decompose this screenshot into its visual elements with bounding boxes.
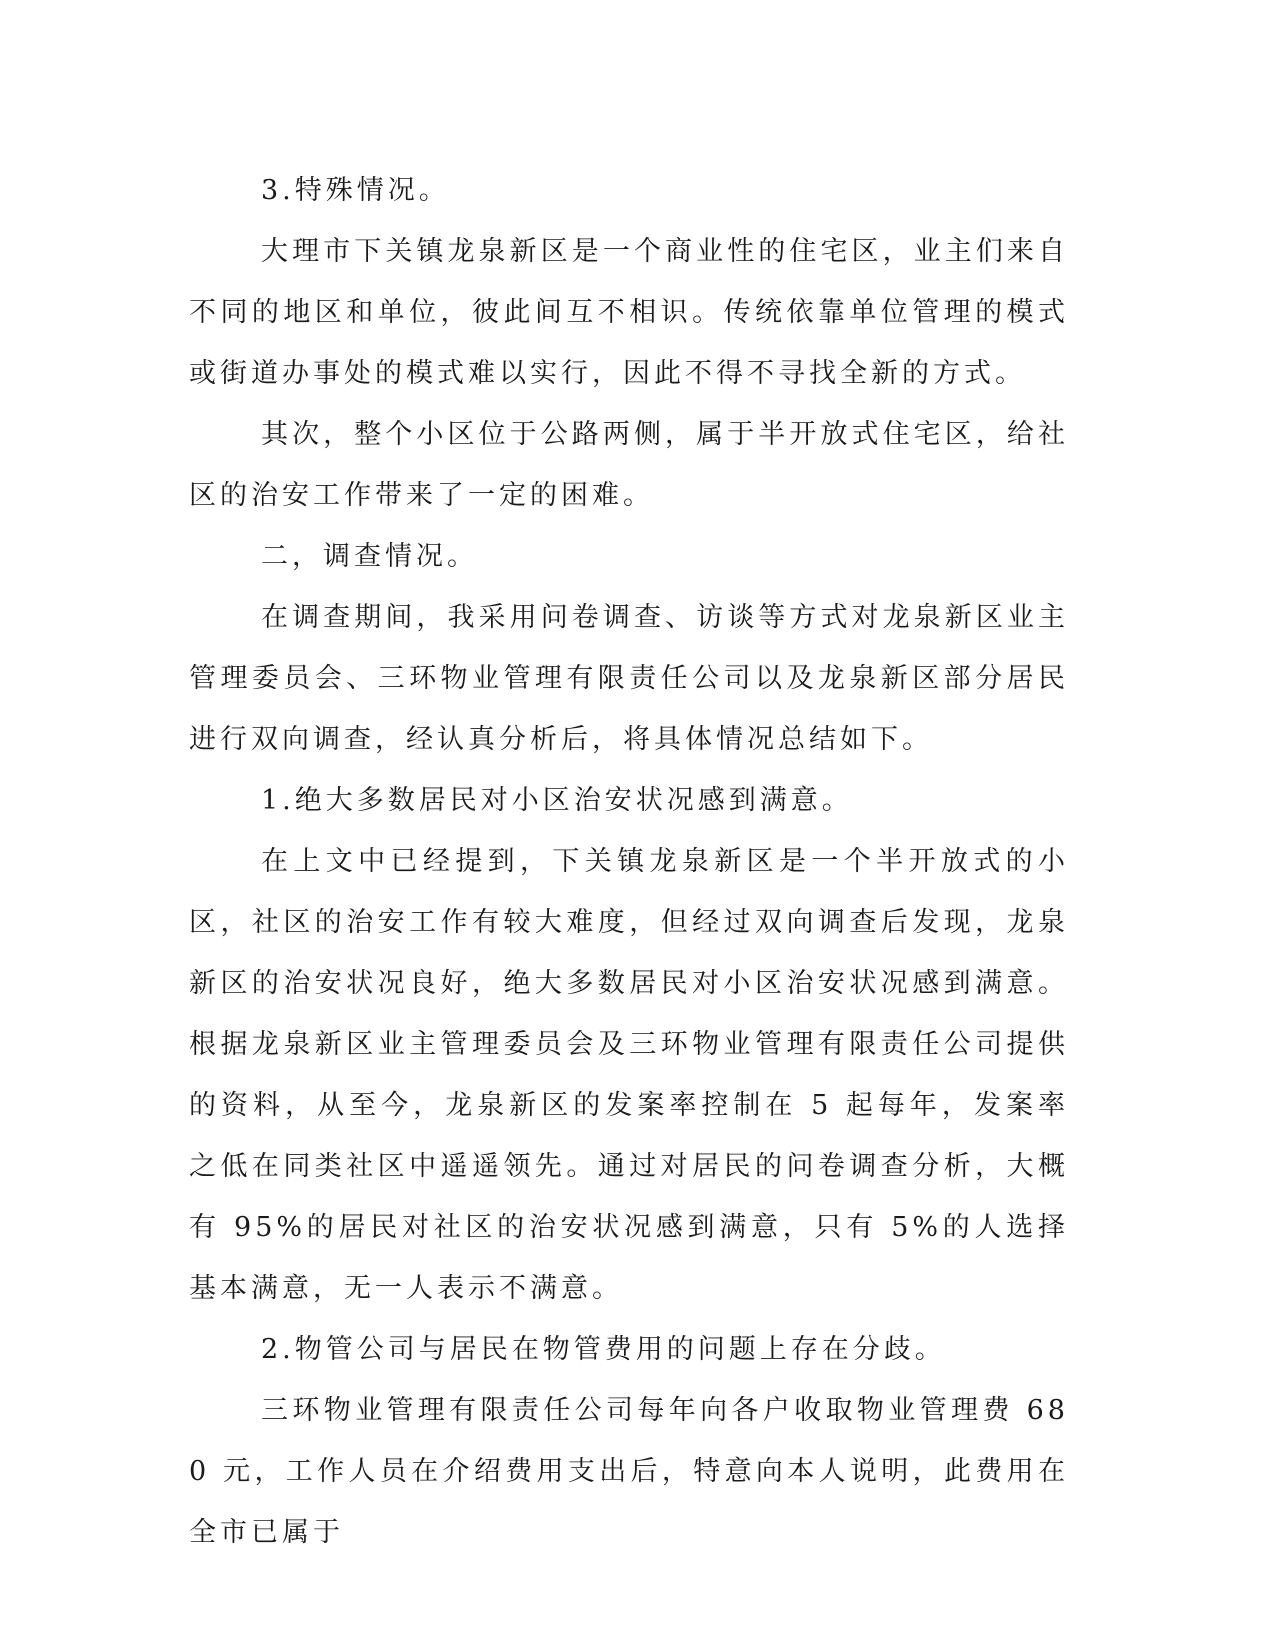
section-heading-survey: 二，调查情况。 (261, 541, 478, 572)
document-body (189, 160, 1069, 1563)
paragraph-survey-method: 在调查期间，我采用问卷调查、访谈等方式对龙泉新区业主管理委员会、三环物业管理有限责任公司以及龙泉新区部分居民进行双向调查，经认真分析后，将具体情况总结如下。 (189, 602, 1069, 755)
subheading-fee-dispute: 2.物管公司与居民在物管费用的问题上存在分歧。 (261, 1334, 946, 1365)
paragraph-semi-open-area: 其次，整个小区位于公路两侧，属于半开放式住宅区，给社区的治安工作带来了一定的困难。 (189, 419, 1069, 511)
paragraph-residential-area: 大理市下关镇龙泉新区是一个商业性的住宅区，业主们来自不同的地区和单位，彼此间互不相识。传统依靠单位管理的模式或街道办事处的模式难以实行，因此不得不寻找全新的方式。 (189, 236, 1069, 389)
paragraph-security-findings: 在上文中已经提到，下关镇龙泉新区是一个半开放式的小区，社区的治安工作有较大难度，但经过双向调查后发现，龙泉新区的治安状况良好，绝大多数居民对小区治安状况感到满意。根据龙泉新区业主管理委员会及三环物业管理有限责任公司提供的资料，从至今，龙泉新区的发案率控制在 5 起每年，发案率之低在同类社区中遥遥领先。通过对居民的问卷调查分析，大概有 95%的居民对社区的治安状况感到满意，只有 5%的人选择基本满意，无一人表示不满意。 (189, 846, 1069, 1304)
subheading-security-satisfaction: 1.绝大多数居民对小区治安状况感到满意。 (261, 785, 853, 816)
paragraph-management-fee: 三环物业管理有限责任公司每年向各户收取物业管理费 680 元，工作人员在介绍费用支出后，特意向本人说明，此费用在全市已属于 (189, 1395, 1069, 1548)
section-heading-special-situation: 3.特殊情况。 (261, 175, 450, 206)
